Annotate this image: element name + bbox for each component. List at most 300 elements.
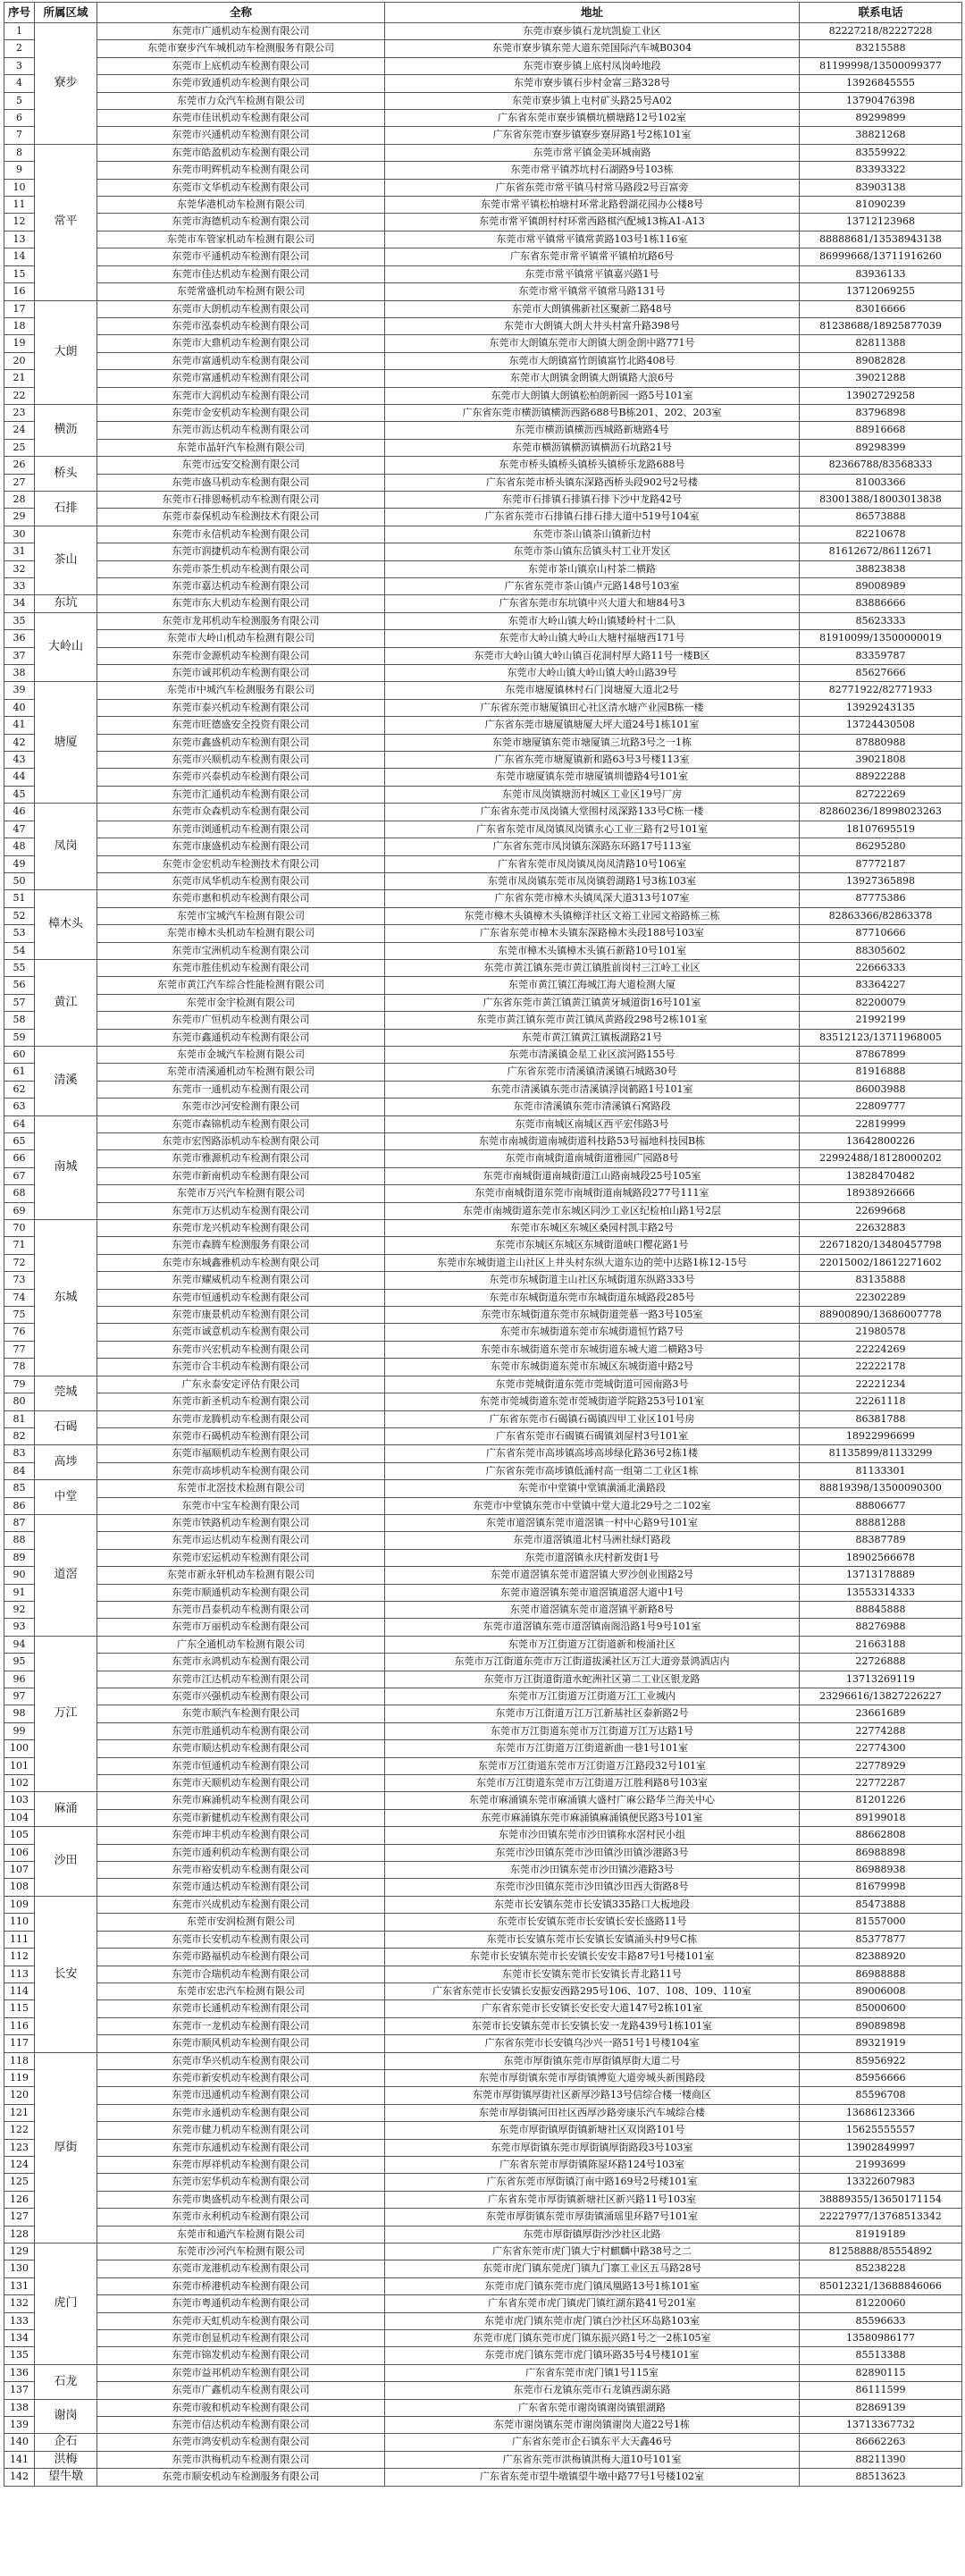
row-index: 2: [4, 40, 35, 57]
row-company-name: 东莞市新永轩机动车检测有限公司: [97, 1567, 385, 1584]
row-company-name: 东莞市昌泰机动车检测有限公司: [97, 1601, 385, 1618]
row-address: 东莞市长安镇东莞市长安镇335路口大板地段: [385, 1896, 800, 1913]
row-address: 广东省东莞市清溪镇清溪镇石城路30号: [385, 1064, 800, 1081]
row-address: 东莞市万江街道东莞市万江街道万江路段32号101室: [385, 1757, 800, 1774]
row-address: 东莞市茶山镇京山村茶二横路: [385, 560, 800, 577]
row-company-name: 东莞市森腾车检测服务有限公司: [97, 1237, 385, 1254]
row-address: 东莞市道滘镇道北村马洲社绿灯路段: [385, 1532, 800, 1549]
row-address: 东莞市大岭山镇大岭山镇百花洞村厚大路11号一楼B区: [385, 647, 800, 664]
row-index: 88: [4, 1532, 35, 1549]
row-phone: 18902566678: [800, 1549, 962, 1566]
row-company-name: 东莞市广鑫机动车检测有限公司: [97, 2382, 385, 2399]
row-phone: 89299899: [800, 110, 962, 127]
table-row: [4, 1775, 962, 1792]
row-index: 130: [4, 2260, 35, 2277]
row-address: 东莞市东城区东城区桑园村凯丰路2号: [385, 1220, 800, 1237]
row-phone: 13712123968: [800, 214, 962, 231]
row-company-name: 东莞市茶生机动车检测有限公司: [97, 560, 385, 577]
row-phone: 22221234: [800, 1376, 962, 1393]
row-phone: 21663188: [800, 1636, 962, 1653]
row-index: 87: [4, 1514, 35, 1531]
table-row: [4, 75, 962, 92]
row-region: 横沥: [35, 404, 97, 456]
row-address: 东莞市寮步镇上底村凤岗岭地段: [385, 57, 800, 74]
row-index: 140: [4, 2434, 35, 2451]
row-address: 东莞市横沥镇横沥西城路新塘路4号: [385, 422, 800, 439]
row-index: 64: [4, 1115, 35, 1132]
row-index: 39: [4, 682, 35, 699]
row-address: 东莞市寮步镇东莞大道东莞国际汽车城B0304: [385, 40, 800, 57]
row-company-name: 东莞市宏华机动车检测有限公司: [97, 2174, 385, 2191]
row-company-name: 东莞市新安机动车检测有限公司: [97, 2069, 385, 2086]
row-address: 东莞市万江街道万江万江新基社区泰新路2号: [385, 1705, 800, 1722]
row-phone: 89089898: [800, 2017, 962, 2034]
row-company-name: 东莞市胜通机动车检测有限公司: [97, 1722, 385, 1739]
row-company-name: 东莞市长通机动车检测有限公司: [97, 2000, 385, 2017]
row-address: 东莞市南城街道南城街道雅园广园路8号: [385, 1150, 800, 1167]
row-phone: 13927365898: [800, 872, 962, 889]
row-index: 71: [4, 1237, 35, 1254]
row-company-name: 东莞市广通机动车检测有限公司: [97, 23, 385, 40]
row-phone: 22261118: [800, 1393, 962, 1410]
row-address: 广东省东莞市长安镇乌沙兴一路51号1号楼104室: [385, 2035, 800, 2052]
table-row: [4, 214, 962, 231]
row-company-name: 东莞市胜佳机动车检测有限公司: [97, 959, 385, 976]
table-row: [4, 2417, 962, 2434]
row-address: 东莞市寮步镇上屯村矿头路25号A02: [385, 92, 800, 109]
table-row: [4, 1549, 962, 1566]
row-address: 东莞市清溪镇东莞市清溪镇浮岗鹤路1号101室: [385, 1081, 800, 1098]
row-phone: 81199998/13500099377: [800, 57, 962, 74]
row-phone: 22222178: [800, 1359, 962, 1376]
row-company-name: 东莞市雅源机动车检测有限公司: [97, 1150, 385, 1167]
row-index: 116: [4, 2017, 35, 2034]
row-phone: 13553314333: [800, 1584, 962, 1601]
row-company-name: 东莞市金源机动车检测有限公司: [97, 647, 385, 664]
table-row: [4, 942, 962, 959]
row-address: 广东省东莞市厚街镇陈屋环路124号103室: [385, 2156, 800, 2173]
row-region: 洪梅: [35, 2451, 97, 2468]
row-address: 东莞市东城街道东莞市东城街道东城路段285号: [385, 1289, 800, 1306]
row-region: 道滘: [35, 1514, 97, 1636]
table-row: [4, 1289, 962, 1306]
table-row: [4, 2226, 962, 2243]
table-row: [4, 509, 962, 526]
table-row: [4, 2330, 962, 2347]
row-company-name: 东莞市晶轩汽车检测有限公司: [97, 439, 385, 456]
table-row: [4, 821, 962, 838]
row-phone: 82210678: [800, 526, 962, 543]
row-company-name: 东莞市永通机动车检测有限公司: [97, 2104, 385, 2121]
row-company-name: 东莞市路福机动车检测有限公司: [97, 1949, 385, 1966]
table-row: [4, 1202, 962, 1219]
row-index: 133: [4, 2312, 35, 2329]
row-company-name: 东莞市旺德盛安全投资有限公司: [97, 717, 385, 734]
row-address: 广东省东莞市凤岗镇凤岗镇永心工业三路有2号101室: [385, 821, 800, 838]
row-address: 东莞市道滘镇永庆村新发街1号: [385, 1549, 800, 1566]
row-index: 136: [4, 2364, 35, 2381]
table-row: [4, 752, 962, 769]
row-address: 东莞市莞城街道东莞市莞城街道学院路253号101室: [385, 1393, 800, 1410]
table-row: [4, 1601, 962, 1618]
row-address: 东莞市常平镇常平镇嘉兴路1号: [385, 265, 800, 282]
row-phone: 87710666: [800, 925, 962, 942]
row-address: 广东省东莞市虎门镇虎门镇红湖东路41号201室: [385, 2295, 800, 2312]
row-address: 广东省东莞市虎门镇1号115室: [385, 2364, 800, 2381]
row-company-name: 东莞市迅通机动车检测有限公司: [97, 2087, 385, 2104]
table-row: [4, 1514, 962, 1531]
row-company-name: 东莞市天顺机动车检测有限公司: [97, 1775, 385, 1792]
row-address: 东莞市万江街道街道水蛇洲社区第二工业区银龙路: [385, 1671, 800, 1688]
table-row: [4, 1931, 962, 1948]
row-company-name: 东莞市永利机动车检测有限公司: [97, 2209, 385, 2226]
table-row: [4, 2451, 962, 2468]
row-index: 62: [4, 1081, 35, 1098]
table-row: [4, 872, 962, 889]
row-company-name: 东莞市华兴机动车检测有限公司: [97, 2052, 385, 2069]
row-index: 47: [4, 821, 35, 838]
table-row: [4, 1237, 962, 1254]
row-company-name: 东莞市佳达机动车检测有限公司: [97, 265, 385, 282]
row-address: 东莞市沙田镇东莞市沙田镇称水滘村民小组: [385, 1827, 800, 1844]
row-address: 东莞市清溪镇金星工业区滨河路155号: [385, 1046, 800, 1063]
row-company-name: 东莞市森锦机动车检测有限公司: [97, 1115, 385, 1132]
table-row: [4, 283, 962, 300]
row-address: 东莞市东城街道东莞市东城街道恒竹路7号: [385, 1324, 800, 1341]
row-address: 广东省东莞市黄江镇黄江镇黄牙城道街16号101室: [385, 994, 800, 1011]
row-phone: 82869139: [800, 2399, 962, 2416]
row-address: 东莞市大朗镇东莞市大朗镇大朗金朗中路771号: [385, 335, 800, 352]
row-address: 广东省东莞市厚街镇新塘社区新兴路11号103室: [385, 2191, 800, 2208]
row-phone: 21993699: [800, 2156, 962, 2173]
row-index: 141: [4, 2451, 35, 2468]
row-phone: 86988888: [800, 1966, 962, 1983]
row-region: 黄江: [35, 959, 97, 1046]
row-address: 东莞市塘厦镇林村石门岗塘厦大道北2号: [385, 682, 800, 699]
table-row: [4, 2469, 962, 2486]
table-row: [4, 1757, 962, 1774]
row-index: 57: [4, 994, 35, 1011]
row-company-name: 东莞市宏图路添机动车检测有限公司: [97, 1133, 385, 1150]
row-phone: 88888681/13538943138: [800, 231, 962, 248]
row-phone: 85012321/13688846066: [800, 2277, 962, 2294]
row-phone: 13713178889: [800, 1567, 962, 1584]
row-index: 25: [4, 439, 35, 456]
row-phone: 13686123366: [800, 2104, 962, 2121]
row-phone: 83364227: [800, 977, 962, 994]
row-address: 东莞市塘厦镇东莞市塘厦镇三坑路3号之一1栋: [385, 734, 800, 751]
row-index: 16: [4, 283, 35, 300]
table-row: [4, 1671, 962, 1688]
row-phone: 81612672/86112671: [800, 543, 962, 560]
row-address: 东莞市道滘镇东莞市道滘镇一村中心路9号101室: [385, 1514, 800, 1531]
table-row: [4, 1480, 962, 1497]
row-index: 109: [4, 1896, 35, 1913]
row-company-name: 东莞市运达机动车检测有限公司: [97, 1532, 385, 1549]
row-index: 119: [4, 2069, 35, 2086]
row-phone: 21980578: [800, 1324, 962, 1341]
row-company-name: 东莞市康景机动车检测有限公司: [97, 1307, 385, 1324]
row-phone: 88276988: [800, 1619, 962, 1636]
row-phone: 81238688/18925877039: [800, 317, 962, 334]
row-phone: 38821268: [800, 127, 962, 144]
row-index: 78: [4, 1359, 35, 1376]
row-company-name: 东莞市大鼎机动车检测有限公司: [97, 335, 385, 352]
row-phone: 22015002/18612271602: [800, 1254, 962, 1271]
row-index: 120: [4, 2087, 35, 2104]
table-row: [4, 786, 962, 803]
row-index: 27: [4, 474, 35, 491]
row-index: 74: [4, 1289, 35, 1306]
row-index: 52: [4, 907, 35, 924]
row-company-name: 东莞市合丰机动车检测有限公司: [97, 1359, 385, 1376]
row-phone: 38823838: [800, 560, 962, 577]
row-address: 东莞市厚街镇东莞市厚街镇厚街路段3号103室: [385, 2139, 800, 2156]
row-address: 东莞市常平镇金美环城南路: [385, 144, 800, 161]
table-row: [4, 1307, 962, 1324]
row-index: 28: [4, 491, 35, 508]
row-index: 84: [4, 1462, 35, 1479]
row-phone: 85956922: [800, 2052, 962, 2069]
row-address: 广东省东莞市石碣镇石碣镇四甲工业区101号房: [385, 1410, 800, 1427]
row-company-name: 东莞市清溪通机动车检测有限公司: [97, 1064, 385, 1081]
row-company-name: 东莞市寮步汽车城机动车检测服务有限公司: [97, 40, 385, 57]
row-phone: 85377877: [800, 1931, 962, 1948]
row-index: 96: [4, 1671, 35, 1688]
table-row: [4, 1462, 962, 1479]
table-row: [4, 1809, 962, 1826]
row-company-name: 东莞市万达机动车检测有限公司: [97, 1202, 385, 1219]
row-phone: 85596633: [800, 2312, 962, 2329]
row-phone: 89199018: [800, 1809, 962, 1826]
row-region: 石排: [35, 491, 97, 526]
header-region: 所属区域: [35, 3, 97, 23]
row-company-name: 东莞市兴宏机动车检测有限公司: [97, 1341, 385, 1358]
row-phone: 82227218/82227228: [800, 23, 962, 40]
table-row: [4, 2434, 962, 2451]
table-row: [4, 1081, 962, 1098]
row-company-name: 东莞市沙河安检测有限公司: [97, 1099, 385, 1115]
row-phone: 88662808: [800, 1827, 962, 1844]
row-address: 广东省东莞市樟木头镇凤深大道313号107室: [385, 890, 800, 907]
row-index: 100: [4, 1740, 35, 1757]
row-address: 广东省东莞市厚街镇汀南中路169号2号楼101室: [385, 2174, 800, 2191]
table-row: [4, 1983, 962, 1999]
row-address: 东莞市厚街镇厚街社区新厚沙路13号信综合楼一楼商区: [385, 2087, 800, 2104]
row-address: 东莞市东城街道主山社区上井头村东纵大道东边的莞中达路1栋12-15号: [385, 1254, 800, 1271]
row-company-name: 东莞市通利机动车检测有限公司: [97, 1844, 385, 1861]
row-company-name: 东莞市宝城汽车检测有限公司: [97, 907, 385, 924]
table-row: [4, 717, 962, 734]
row-address: 东莞市道滘镇东莞市道滘镇大罗沙创业围路2号: [385, 1567, 800, 1584]
table-row: [4, 1254, 962, 1271]
row-index: 7: [4, 127, 35, 144]
table-row: [4, 1879, 962, 1896]
row-index: 68: [4, 1185, 35, 1202]
row-index: 114: [4, 1983, 35, 1999]
row-address: 东莞市中堂镇东莞市中堂镇中堂大道北29号之二102室: [385, 1497, 800, 1514]
row-company-name: 东莞市惠和机动车检测有限公司: [97, 890, 385, 907]
row-address: 东莞市厚街镇厚街镇新塘社区双岗路101号: [385, 2122, 800, 2139]
row-index: 83: [4, 1445, 35, 1462]
row-company-name: 东莞市龙港机动车检测有限公司: [97, 2260, 385, 2277]
row-phone: 13580986177: [800, 2330, 962, 2347]
row-index: 21: [4, 370, 35, 387]
row-address: 东莞市黄江镇东莞市黄江镇胜前岗村三江岭工业区: [385, 959, 800, 976]
row-index: 51: [4, 890, 35, 907]
row-index: 55: [4, 959, 35, 976]
row-company-name: 东莞市润捷机动车检测有限公司: [97, 543, 385, 560]
row-phone: 85627666: [800, 665, 962, 682]
table-row: [4, 526, 962, 543]
row-phone: 39021808: [800, 752, 962, 769]
table-row: [4, 2000, 962, 2017]
row-address: 广东省东莞市凤岗镇凤岗凤清路10号106室: [385, 855, 800, 872]
row-phone: 22774288: [800, 1722, 962, 1739]
row-phone: 89008989: [800, 578, 962, 595]
row-index: 36: [4, 630, 35, 647]
row-region: 樟木头: [35, 890, 97, 960]
row-index: 54: [4, 942, 35, 959]
row-phone: 82890115: [800, 2364, 962, 2381]
row-phone: 82366788/83568333: [800, 457, 962, 474]
row-phone: 82722269: [800, 786, 962, 803]
row-address: 东莞市东城街道主山社区东城街道东纵路333号: [385, 1272, 800, 1289]
row-address: 广东省东莞市谢岗镇谢岗镇银湖路: [385, 2399, 800, 2416]
row-index: 82: [4, 1427, 35, 1444]
table-row: [4, 1792, 962, 1809]
header-phone: 联系电话: [800, 3, 962, 23]
row-company-name: 东莞市沥达机动车检测有限公司: [97, 422, 385, 439]
row-phone: 89298399: [800, 439, 962, 456]
row-phone: 88211390: [800, 2451, 962, 2468]
table-row: [4, 2364, 962, 2381]
row-index: 3: [4, 57, 35, 74]
table-row: [4, 197, 962, 214]
row-index: 11: [4, 197, 35, 214]
row-phone: 22774300: [800, 1740, 962, 1757]
table-row: [4, 1740, 962, 1757]
row-company-name: 东莞市奥盛机动车检测有限公司: [97, 2191, 385, 2208]
row-index: 38: [4, 665, 35, 682]
row-company-name: 东莞市创显机动车检测有限公司: [97, 2330, 385, 2347]
row-address: 广东省东莞市塘厦镇新和路63号3号楼113室: [385, 752, 800, 769]
row-address: 东莞市横沥镇横沥镇横沥石坑路21号: [385, 439, 800, 456]
table-row: [4, 1966, 962, 1983]
row-region: 虎门: [35, 2243, 97, 2365]
row-company-name: 东莞市诚邦机动车检测有限公司: [97, 665, 385, 682]
table-row: [4, 1029, 962, 1046]
row-phone: 23661689: [800, 1705, 962, 1722]
table-row: [4, 40, 962, 57]
row-index: 99: [4, 1722, 35, 1739]
row-index: 49: [4, 855, 35, 872]
row-phone: 38889355/13650171154: [800, 2191, 962, 2208]
row-index: 19: [4, 335, 35, 352]
row-address: 东莞市虎门镇东莞市虎门镇凤凰路13号1栋101室: [385, 2277, 800, 2294]
row-index: 92: [4, 1601, 35, 1618]
row-phone: 13790476398: [800, 92, 962, 109]
table-row: [4, 248, 962, 265]
row-address: 广东省东莞市东坑镇中兴大道大和塘84号3: [385, 595, 800, 612]
row-address: 东莞市万江街道万江街道万江工业城内: [385, 1688, 800, 1705]
row-company-name: 东莞市浏通机动车检测有限公司: [97, 821, 385, 838]
row-address: 东莞市桥头镇桥头镇桥头镇桥乐龙路688号: [385, 457, 800, 474]
row-company-name: 东莞市新健机动车检测有限公司: [97, 1809, 385, 1826]
row-address: 东莞市道滘镇东莞市道滘镇南阁沿路1号9号101室: [385, 1619, 800, 1636]
table-row: [4, 2035, 962, 2052]
row-company-name: 东莞市万丽机动车检测有限公司: [97, 1619, 385, 1636]
row-index: 1: [4, 23, 35, 40]
row-phone: 83393322: [800, 162, 962, 179]
row-phone: 22671820/13480457798: [800, 1237, 962, 1254]
row-company-name: 东莞市健力机动车检测有限公司: [97, 2122, 385, 2139]
row-address: 东莞市清溪镇东莞市清溪镇石窝路段: [385, 1099, 800, 1115]
row-address: 东莞市万江街道万江街道新曲一巷1号101室: [385, 1740, 800, 1757]
table-row: [4, 2209, 962, 2226]
row-company-name: 东莞市福顺机动车检测有限公司: [97, 1445, 385, 1462]
row-address: 东莞市常平镇松柏塘村环常北路碧湖花园办公楼8号: [385, 197, 800, 214]
row-address: 东莞市中堂镇中堂镇潢涌北潢路段: [385, 1480, 800, 1497]
row-address: 广东省东莞市高埗镇高埗高埗绿化路36号2栋1楼: [385, 1445, 800, 1462]
row-index: 8: [4, 144, 35, 161]
row-index: 34: [4, 595, 35, 612]
row-company-name: 东莞市石碣机动车检测有限公司: [97, 1427, 385, 1444]
row-phone: 88387789: [800, 1532, 962, 1549]
row-phone: 88881288: [800, 1514, 962, 1531]
row-phone: 39021288: [800, 370, 962, 387]
row-index: 110: [4, 1914, 35, 1931]
row-address: 东莞市莞城街道东莞市莞城街道可园南路3号: [385, 1376, 800, 1393]
table-row: [4, 2052, 962, 2069]
row-company-name: 东莞市北滘技术检测有限公司: [97, 1480, 385, 1497]
row-index: 112: [4, 1949, 35, 1966]
row-region: 望牛墩: [35, 2469, 97, 2486]
row-company-name: 东莞市大润机动车检测有限公司: [97, 387, 385, 404]
row-phone: 88305602: [800, 942, 962, 959]
row-phone: 85238228: [800, 2260, 962, 2277]
row-company-name: 广东永泰安定评估有限公司: [97, 1376, 385, 1393]
table-row: [4, 907, 962, 924]
row-phone: 88916668: [800, 422, 962, 439]
row-phone: 13642800226: [800, 1133, 962, 1150]
row-address: 东莞市万江街道万江街道新和梭涌社区: [385, 1636, 800, 1653]
table-row: [4, 2087, 962, 2104]
row-phone: 83001388/18003013838: [800, 491, 962, 508]
header-name: 全称: [97, 3, 385, 23]
row-address: 东莞市樟木头镇樟木头镇石新路10号101室: [385, 942, 800, 959]
row-phone: 22772287: [800, 1775, 962, 1792]
row-phone: 87880988: [800, 734, 962, 751]
row-company-name: 东莞市桥港机动车检测有限公司: [97, 2277, 385, 2294]
table-row: [4, 2174, 962, 2191]
row-phone: 13712069255: [800, 283, 962, 300]
row-phone: 13713367732: [800, 2417, 962, 2434]
row-company-name: 东莞市明辉机动车检测有限公司: [97, 162, 385, 179]
row-index: 93: [4, 1619, 35, 1636]
table-row: [4, 1567, 962, 1584]
table-row: [4, 439, 962, 456]
row-index: 31: [4, 543, 35, 560]
row-index: 123: [4, 2139, 35, 2156]
row-address: 东莞市南城街道南城街道江山路南城段25号105室: [385, 1167, 800, 1184]
table-row: [4, 1012, 962, 1029]
row-company-name: 东莞市石排恩畅机动车检测有限公司: [97, 491, 385, 508]
row-index: 91: [4, 1584, 35, 1601]
row-company-name: 东莞市远安交检测有限公司: [97, 457, 385, 474]
row-address: 广东省东莞市寮步镇寮步寮屏路1号2栋101室: [385, 127, 800, 144]
table-row: [4, 1064, 962, 1081]
